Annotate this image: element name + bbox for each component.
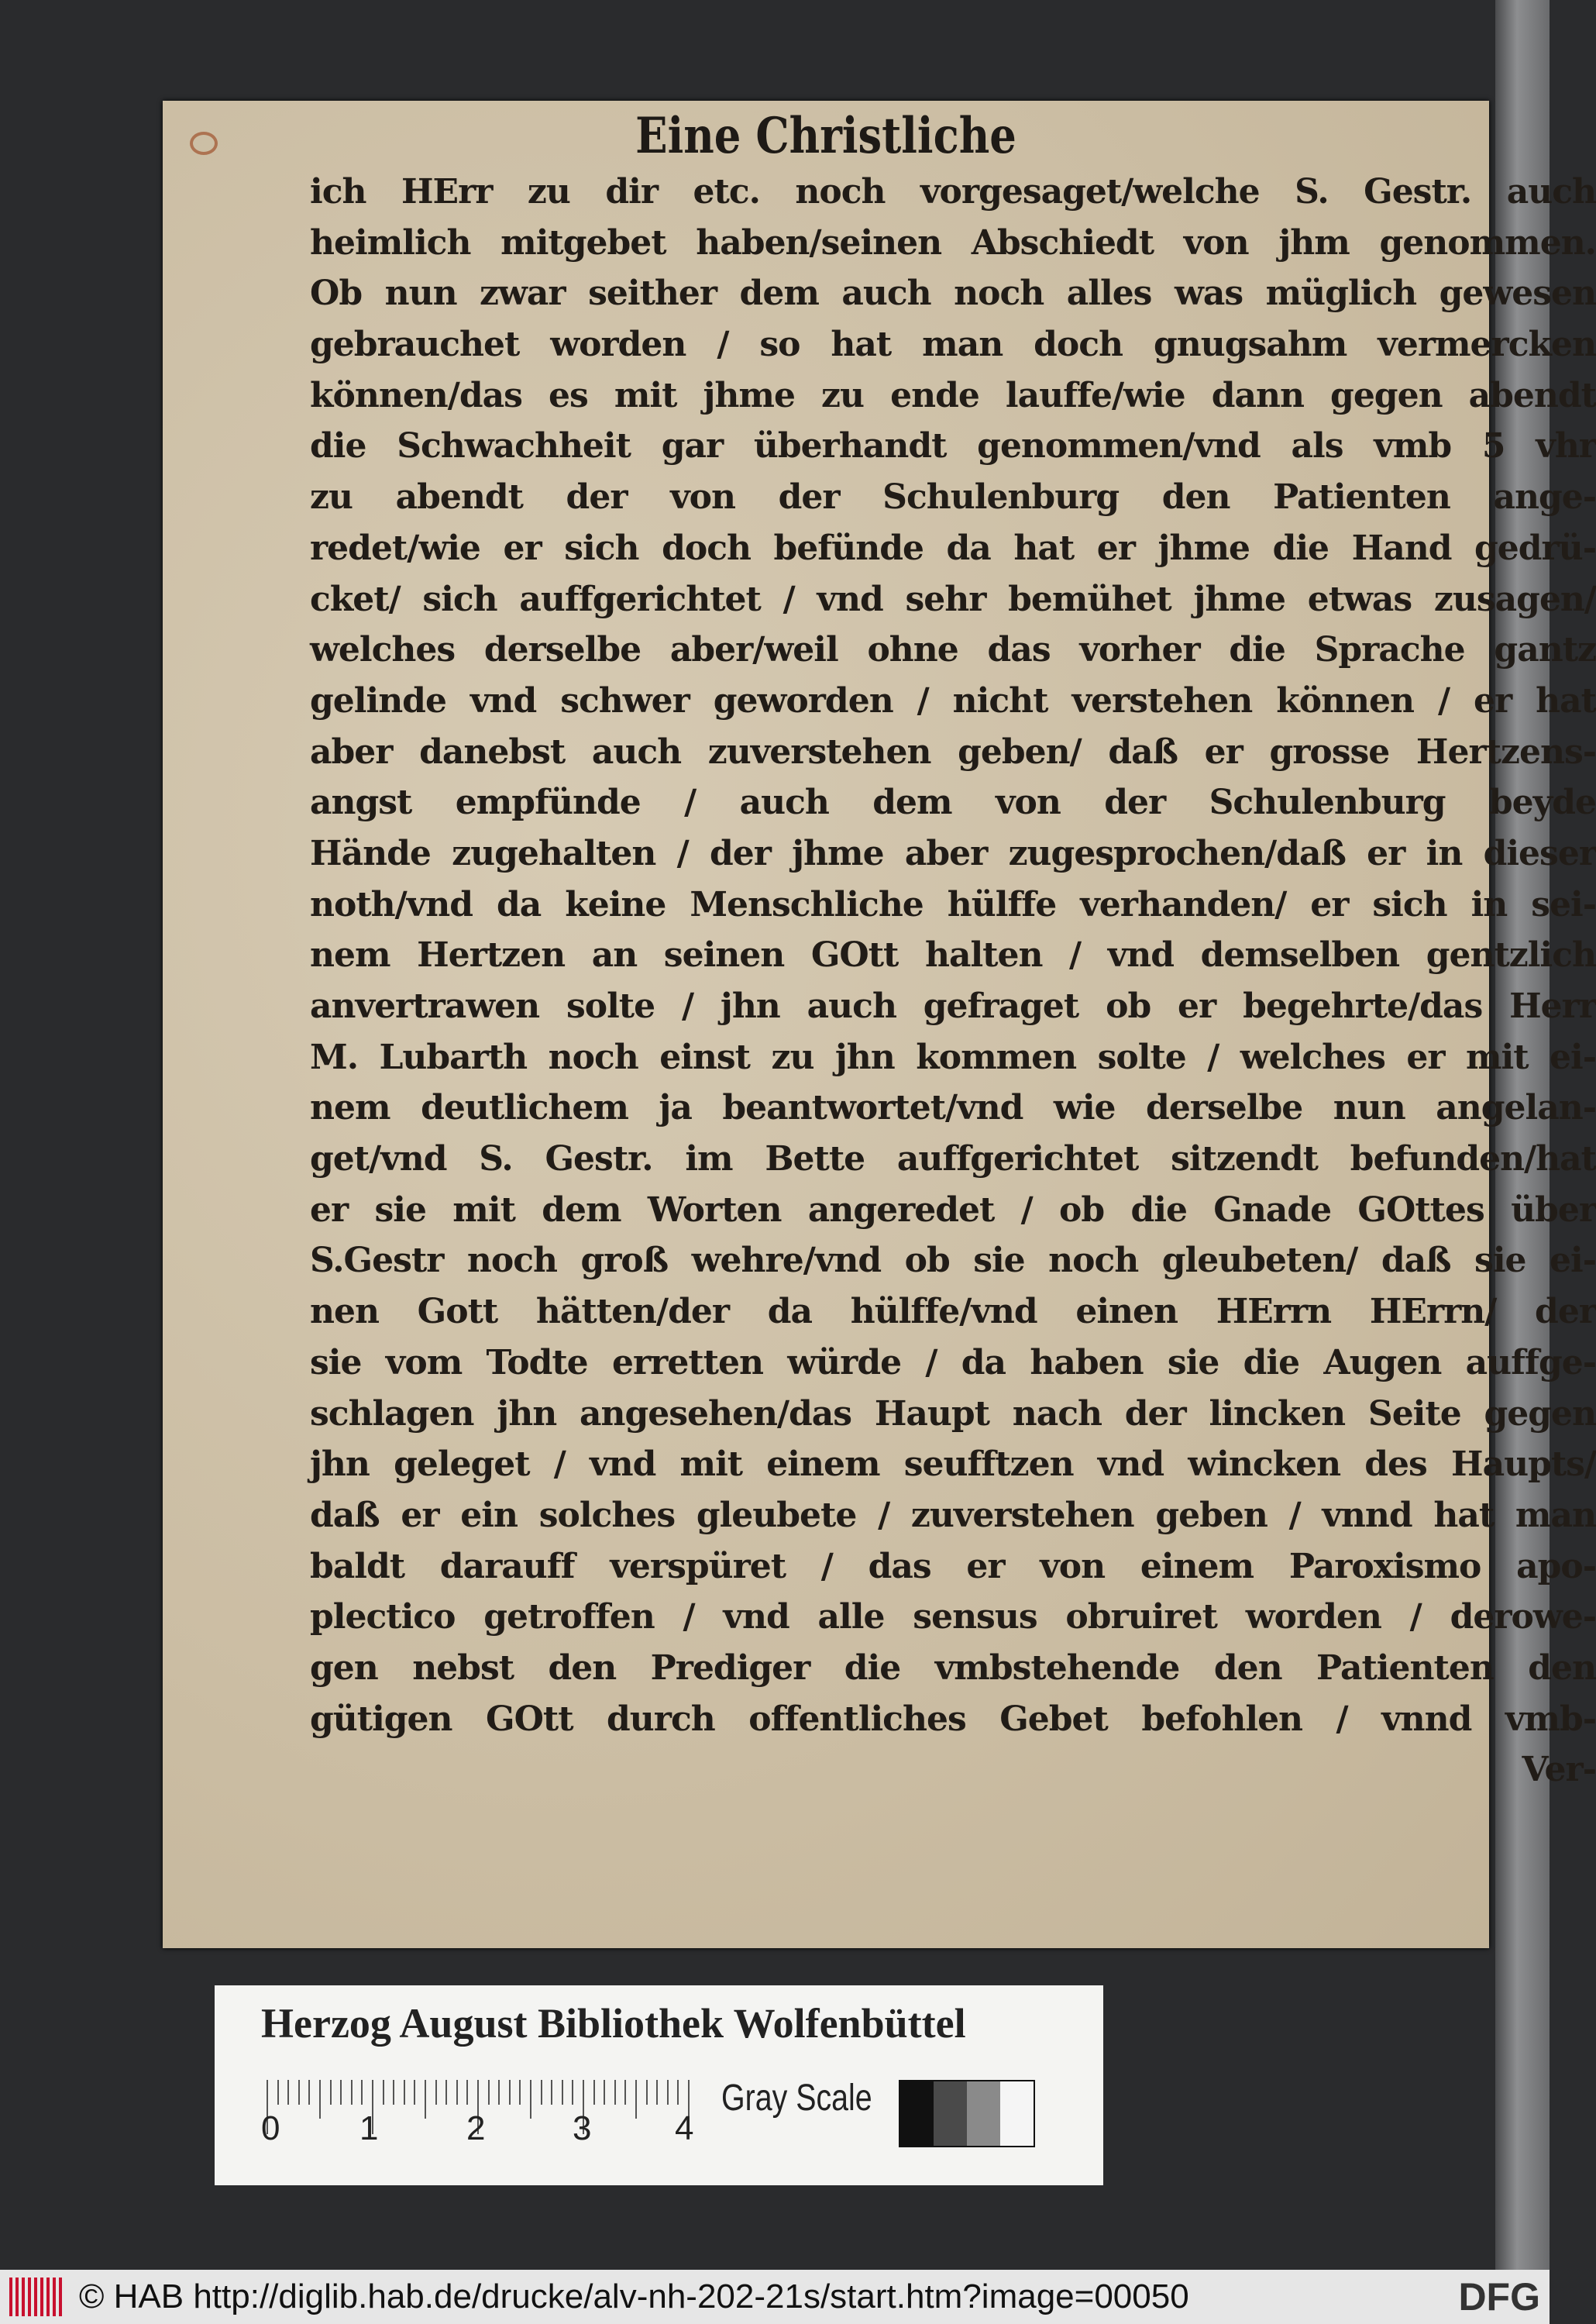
- text-line: nem deutlichem ja beantwortet/vnd wie derselbe nun angelan-: [310, 1088, 1596, 1128]
- ruler-tick: [456, 2080, 458, 2105]
- ruler-tick: [562, 2080, 563, 2105]
- gray-swatch: [934, 2081, 967, 2146]
- ruler-tick: [509, 2080, 511, 2105]
- text-line: daß er ein solches gleubete / zuverstehen geben / vnnd hat man: [310, 1495, 1596, 1535]
- ruler-tick: [383, 2080, 384, 2105]
- text-line: nem Hertzen an seinen GOtt halten / vnd demselben gentzlich: [310, 935, 1596, 976]
- text-line: gen nebst den Prediger die vmbstehende den Patienten den: [310, 1647, 1596, 1688]
- ruler-tick: [541, 2080, 542, 2105]
- text-line: heimlich mitgebet haben/seinen Abschiedt von jhm genommen.: [310, 222, 1596, 263]
- text-line: welches derselbe aber/weil ohne das vorher die Sprache gantz: [310, 630, 1596, 670]
- catchword: Ver-: [1522, 1750, 1596, 1790]
- dfg-logo: DFG: [1458, 2275, 1540, 2319]
- ruler-tick: [361, 2080, 363, 2105]
- text-line: gelinde vnd schwer geworden / nicht verstehen können / er hat: [310, 680, 1596, 721]
- text-line: cket/ sich auffgerichtet / vnd sehr bemühet jhme etwas zusagen/: [310, 579, 1596, 619]
- ruler-tick: [635, 2080, 637, 2119]
- ink-mark: [190, 132, 218, 155]
- ruler-tick: [404, 2080, 405, 2105]
- ruler-tick: [308, 2080, 310, 2105]
- text-line: S.Gestr noch groß wehre/vnd ob sie noch gleubeten/ daß sie ei-: [310, 1241, 1596, 1281]
- text-line: M. Lubarth noch einst zu jhn kommen solte / welches er mit ei-: [310, 1037, 1596, 1077]
- library-name: Herzog August Bibliothek Wolfenbüttel: [261, 2000, 966, 2047]
- ruler-tick: [277, 2080, 279, 2105]
- text-line: die Schwachheit gar überhandt genommen/vnd als vmb 5 vhr: [310, 426, 1596, 467]
- ruler-tick: [488, 2080, 490, 2105]
- scale-number: 3: [573, 2109, 592, 2147]
- running-head: Eine Christliche: [635, 107, 1016, 165]
- ruler-tick: [330, 2080, 332, 2105]
- ruler-tick: [677, 2080, 679, 2105]
- text-line: ich HErr zu dir etc. noch vorgesaget/welche S. Gestr. auch: [310, 172, 1596, 212]
- ruler-tick: [414, 2080, 415, 2105]
- ruler-tick: [519, 2080, 521, 2105]
- ruler-tick: [393, 2080, 394, 2105]
- document-page: [163, 101, 1596, 1948]
- ruler-tick: [435, 2080, 437, 2105]
- ruler-tick: [445, 2080, 447, 2105]
- text-line: nen Gott hätten/der da hülffe/vnd einen HErrn HErrn/ der: [310, 1292, 1596, 1332]
- ruler-tick: [572, 2080, 573, 2105]
- ruler-tick: [466, 2080, 468, 2105]
- text-line: aber danebst auch zuverstehen geben/ daß er grosse Hertzens-: [310, 732, 1596, 772]
- text-line: plectico getroffen / vnd alle sensus obruiret worden / derowe-: [310, 1597, 1596, 1637]
- ruler-tick: [667, 2080, 669, 2105]
- text-line: jhn geleget / vnd mit einem seufftzen vnd wincken des Haupts/: [310, 1444, 1596, 1485]
- text-line: sie vom Todte erretten würde / da haben sie die Augen auffge-: [310, 1342, 1596, 1382]
- text-line: Hände zugehalten / der jhme aber zugesprochen/daß er in dieser: [310, 833, 1596, 873]
- scale-number: 1: [359, 2109, 379, 2147]
- text-line: gütigen GOtt durch offentliches Gebet befohlen / vnnd vmb-: [310, 1699, 1596, 1739]
- ruler-tick: [646, 2080, 648, 2105]
- ruler-tick: [319, 2080, 321, 2119]
- gray-scale-swatches: [899, 2080, 1035, 2147]
- ruler-tick: [624, 2080, 626, 2105]
- source-url[interactable]: © HAB http://diglib.hab.de/drucke/alv-nh-202-21s/start.htm?image=00050: [79, 2278, 1189, 2315]
- text-line: zu abendt der von der Schulenburg den Patienten ange-: [310, 477, 1596, 518]
- hab-logo-icon: [9, 2278, 64, 2316]
- ruler-tick: [340, 2080, 342, 2105]
- ruler-tick: [530, 2080, 531, 2119]
- ruler-tick: [298, 2080, 300, 2105]
- text-line: Ob nun zwar seither dem auch noch alles was müglich gewesen: [310, 274, 1596, 314]
- library-color-card: [215, 1985, 1103, 2185]
- scale-number: 2: [466, 2109, 486, 2147]
- ruler-tick: [656, 2080, 658, 2105]
- ruler-tick: [593, 2080, 595, 2105]
- gray-swatch: [900, 2081, 934, 2146]
- text-line: noth/vnd da keine Menschliche hülffe verhanden/ er sich in sei-: [310, 884, 1596, 924]
- page-text: [310, 167, 1596, 1796]
- scale-number: 4: [675, 2109, 694, 2147]
- gray-swatch: [1000, 2081, 1034, 2146]
- footer-bar: [0, 2270, 1550, 2324]
- gray-swatch: [967, 2081, 1000, 2146]
- text-line: schlagen jhn angesehen/das Haupt nach der lincken Seite gegen: [310, 1393, 1596, 1434]
- ruler-tick: [425, 2080, 426, 2119]
- text-line: baldt darauff verspüret / das er von einem Paroxismo apo-: [310, 1546, 1596, 1586]
- text-line: anvertrawen solte / jhn auch gefraget ob er begehrte/das Herr: [310, 986, 1596, 1026]
- ruler-tick: [551, 2080, 552, 2105]
- text-line: er sie mit dem Worten angeredet / ob die Gnade GOttes über: [310, 1190, 1596, 1230]
- text-line: angst empfünde / auch dem von der Schulenburg beyde: [310, 783, 1596, 823]
- gray-scale-label: Gray Scale: [721, 2078, 872, 2119]
- ruler-tick: [604, 2080, 605, 2105]
- scale-number: 0: [261, 2109, 280, 2147]
- ruler-tick: [351, 2080, 353, 2105]
- ruler-tick: [498, 2080, 500, 2105]
- text-line: gebrauchet worden / so hat man doch gnugsahm vermercken: [310, 325, 1596, 365]
- ruler-tick: [287, 2080, 289, 2105]
- text-line: get/vnd S. Gestr. im Bette auffgerichtet sitzendt befunden/hat: [310, 1139, 1596, 1179]
- text-line: können/das es mit jhme zu ende lauffe/wie dann gegen abendt: [310, 375, 1596, 415]
- ruler-tick: [614, 2080, 616, 2105]
- text-line: redet/wie er sich doch befünde da hat er jhme die Hand gedrü-: [310, 528, 1596, 568]
